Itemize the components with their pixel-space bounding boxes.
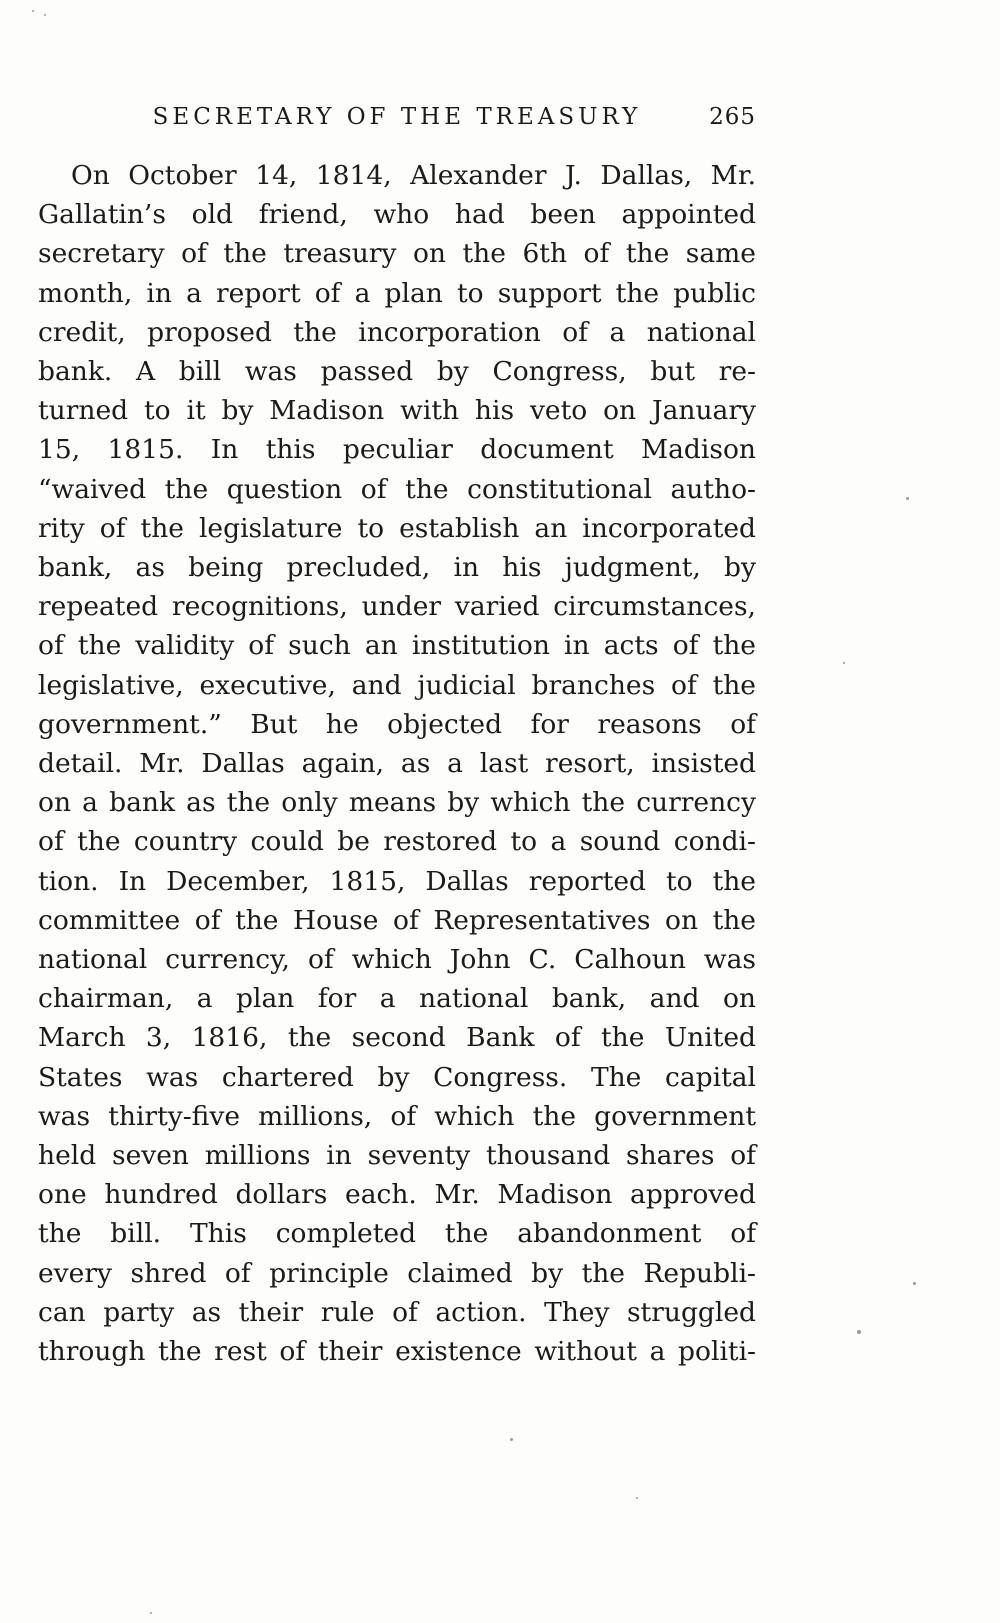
text-line: national currency, of which John C. Calhoun was <box>38 944 756 976</box>
text-line: of the validity of such an institution in acts of the <box>38 630 756 662</box>
text-line: through the rest of their existence without a politi- <box>38 1336 756 1368</box>
text-line: chairman, a plan for a national bank, and on <box>38 983 756 1015</box>
text-line: detail. Mr. Dallas again, as a last resort, insisted <box>38 748 756 780</box>
text-line: on a bank as the only means by which the currency <box>38 787 756 819</box>
text-line: government.” But he objected for reasons of <box>38 708 756 740</box>
text-line: States was chartered by Congress. The capital <box>38 1061 756 1093</box>
text-line: Gallatin’s old friend, who had been appointed <box>38 199 756 231</box>
text-line: 15, 1815. In this peculiar document Madison <box>38 434 756 466</box>
text-line: the bill. This completed the abandonment of <box>38 1218 756 1250</box>
text-line: can party as their rule of action. They struggled <box>38 1296 756 1328</box>
text-line: bank, as being precluded, in his judgment, by <box>38 552 756 584</box>
text-line: month, in a report of a plan to support the public <box>38 277 756 309</box>
text-line: turned to it by Madison with his veto on January <box>38 395 756 427</box>
text-line: committee of the House of Representatives on the <box>38 904 756 936</box>
text-line: every shred of principle claimed by the Republi- <box>38 1257 756 1289</box>
scan-speck <box>857 1330 861 1334</box>
running-header <box>38 100 756 134</box>
text-line: secretary of the treasury on the 6th of the same <box>38 238 756 270</box>
scan-speck <box>44 14 46 16</box>
scan-speck <box>510 1438 513 1441</box>
page-number: 265 <box>709 104 756 130</box>
text-column <box>38 100 756 1371</box>
scan-speck <box>913 1282 916 1285</box>
scan-speck <box>843 662 845 664</box>
text-line: one hundred dollars each. Mr. Madison approved <box>38 1179 756 1211</box>
text-line: On October 14, 1814, Alexander J. Dallas, Mr. <box>71 160 756 191</box>
text-line: was thirty-five millions, of which the government <box>38 1100 756 1132</box>
text-line: of the country could be restored to a sound condi- <box>38 826 756 858</box>
body-text <box>38 156 756 1371</box>
scan-speck <box>636 1497 638 1499</box>
text-line: repeated recognitions, under varied circumstances, <box>38 591 756 623</box>
running-header-title: SECRETARY OF THE TREASURY <box>152 104 642 130</box>
scan-speck <box>32 10 34 12</box>
text-line: held seven millions in seventy thousand shares of <box>38 1140 756 1172</box>
text-line: credit, proposed the incorporation of a national <box>38 316 756 348</box>
scan-speck <box>906 497 909 500</box>
scan-speck <box>150 1612 152 1614</box>
text-line: legislative, executive, and judicial branches of the <box>38 669 756 701</box>
text-line: tion. In December, 1815, Dallas reported to the <box>38 865 756 897</box>
text-line: “waived the question of the constitutional autho- <box>38 473 756 505</box>
text-line: March 3, 1816, the second Bank of the United <box>38 1022 756 1054</box>
text-line: rity of the legislature to establish an incorporated <box>38 512 756 544</box>
text-line: bank. A bill was passed by Congress, but re- <box>38 356 756 388</box>
